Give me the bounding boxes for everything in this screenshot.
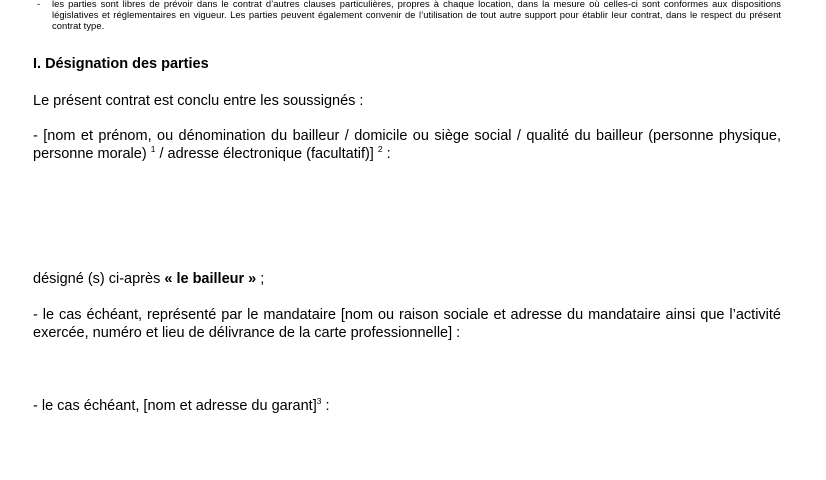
section-heading: I. Désignation des parties <box>33 56 209 72</box>
bullet-dash: - <box>37 0 41 9</box>
designation-prefix: désigné (s) ci-après <box>33 271 165 287</box>
bailleur-text-after: / adresse électronique (facultatif)] <box>155 146 378 162</box>
designation-suffix: ; <box>256 271 265 287</box>
footnote-ref-2: 2 <box>377 144 383 154</box>
bailleur-colon: : <box>382 146 391 162</box>
bailleur-paragraph <box>33 127 781 163</box>
intro-paragraph: Le présent contrat est conclu entre les soussignés : <box>33 93 364 109</box>
bullet-text: les parties sont libres de prévoir dans le contrat d’autres clauses particulières, propres à chaque location, dans la mesure où celles-ci sont conformes aux dispositions législatives et réglementaires en vigueur. Les parties peuvent également convenir de l’utilisation de tout autre support pour établir leur contrat, dans le respect du présent contrat type. <box>52 0 781 32</box>
footnote-bullet <box>33 0 781 32</box>
garant-paragraph <box>33 397 781 415</box>
garant-colon: : <box>321 398 330 414</box>
footnote-ref-3: 3 <box>316 396 322 406</box>
document-page <box>33 0 781 480</box>
mandataire-paragraph: - le cas échéant, représenté par le mandataire [nom ou raison sociale et adresse du mandataire ainsi que l’activité exercée, numéro et lieu de délivrance de la carte professionnelle] : <box>33 307 781 341</box>
designation-label: « le bailleur » <box>164 271 257 287</box>
footnote-ref-1: 1 <box>150 144 156 154</box>
bailleur-text: - [nom et prénom, ou dénomination du bailleur / domicile ou siège social / qualité du bailleur (personne physique, personne morale) <box>33 128 781 162</box>
designation-paragraph <box>33 270 781 288</box>
garant-text: - le cas échéant, [nom et adresse du garant] <box>33 398 317 414</box>
